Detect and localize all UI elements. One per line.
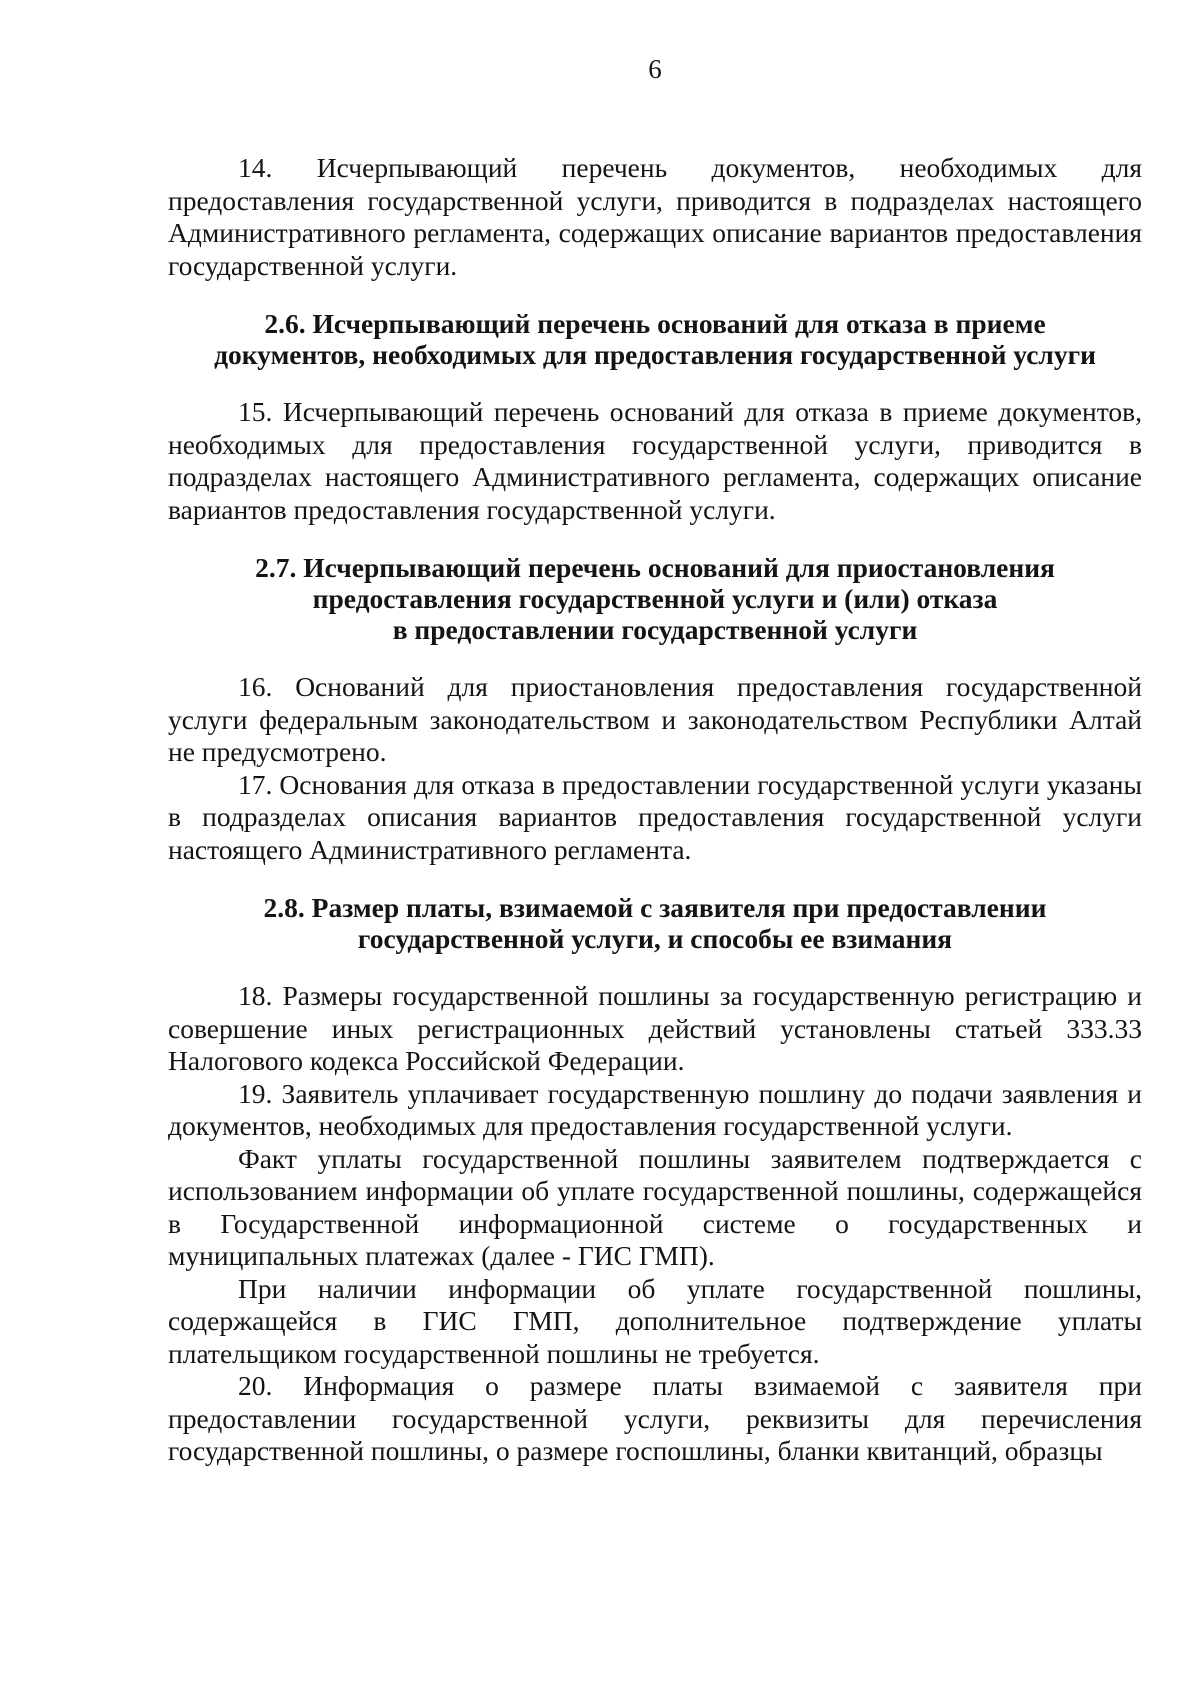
- paragraph-18: 18. Размеры государственной пошлины за государственную регистрацию и совершение иных регистрационных действий установлены статьей 333.33 Налогового кодекса Российской Федерации.: [168, 980, 1142, 1076]
- paragraph-15: 15. Исчерпывающий перечень оснований для отказа в приеме документов, необходимых для предоставления государственной услуги, приводится в подразделах настоящего Административного регламента, содержащих описание вариантов предоставления государственной услуги.: [168, 396, 1142, 525]
- section-heading-line: предоставления государственной услуги и (или) отказа: [312, 583, 998, 614]
- paragraph-17: 17. Основания для отказа в предоставлении государственной услуги указаны в подразделах описания вариантов предоставления государственной услуги настоящего Административного регламента.: [168, 768, 1142, 865]
- page-number: 6: [648, 54, 662, 84]
- paragraph-19-gis: При наличии информации об уплате государственной пошлины, содержащейся в ГИС ГМП, дополнительное подтверждение уплаты плательщиком государственной пошлины не требуется.: [168, 1272, 1142, 1369]
- section-heading-line: 2.6. Исчерпывающий перечень оснований для отказа в приеме: [264, 308, 1046, 339]
- section-2-7-heading: [168, 552, 1142, 645]
- section-2-6-body: [168, 396, 1142, 526]
- paragraph-19: 19. Заявитель уплачивает государственную пошлину до подачи заявления и документов, необходимых для предоставления государственной услуги.: [168, 1077, 1142, 1141]
- section-2-8-heading: [168, 892, 1142, 954]
- paragraph-19-fact: Факт уплаты государственной пошлины заявителем подтверждается с использованием информации об уплате государственной пошлины, содержащейся в Государственной информационной системе о государственных и муниципальных платежах (далее - ГИС ГМП).: [168, 1142, 1142, 1271]
- section-heading-line: 2.7. Исчерпывающий перечень оснований для приостановления: [255, 552, 1055, 583]
- section-heading-line: документов, необходимых для предоставления государственной услуги: [214, 339, 1096, 370]
- section-2-7-body: [168, 671, 1142, 866]
- paragraph-20: 20. Информация о размере платы взимаемой с заявителя при предоставлении государственной услуги, реквизиты для перечисления государственной пошлины, о размере госпошлины, бланки квитанций, образцы: [168, 1370, 1142, 1466]
- section-2-6-heading: [168, 308, 1142, 370]
- section-heading-line: в предоставлении государственной услуги: [392, 614, 918, 645]
- paragraph-14: 14. Исчерпывающий перечень документов, необходимых для предоставления государственной услуги, приводится в подразделах настоящего Административного регламента, содержащих описание вариантов предоставления государственной услуги.: [168, 152, 1142, 281]
- section-2-8-body: [168, 980, 1142, 1468]
- section-heading-line: 2.8. Размер платы, взимаемой с заявителя при предоставлении: [263, 892, 1047, 923]
- document-body: [168, 152, 1142, 1468]
- paragraph-16: 16. Оснований для приостановления предоставления государственной услуги федеральным законодательством и законодательством Республики Алтай не предусмотрено.: [168, 671, 1142, 767]
- section-heading-line: государственной услуги, и способы ее взимания: [357, 923, 953, 954]
